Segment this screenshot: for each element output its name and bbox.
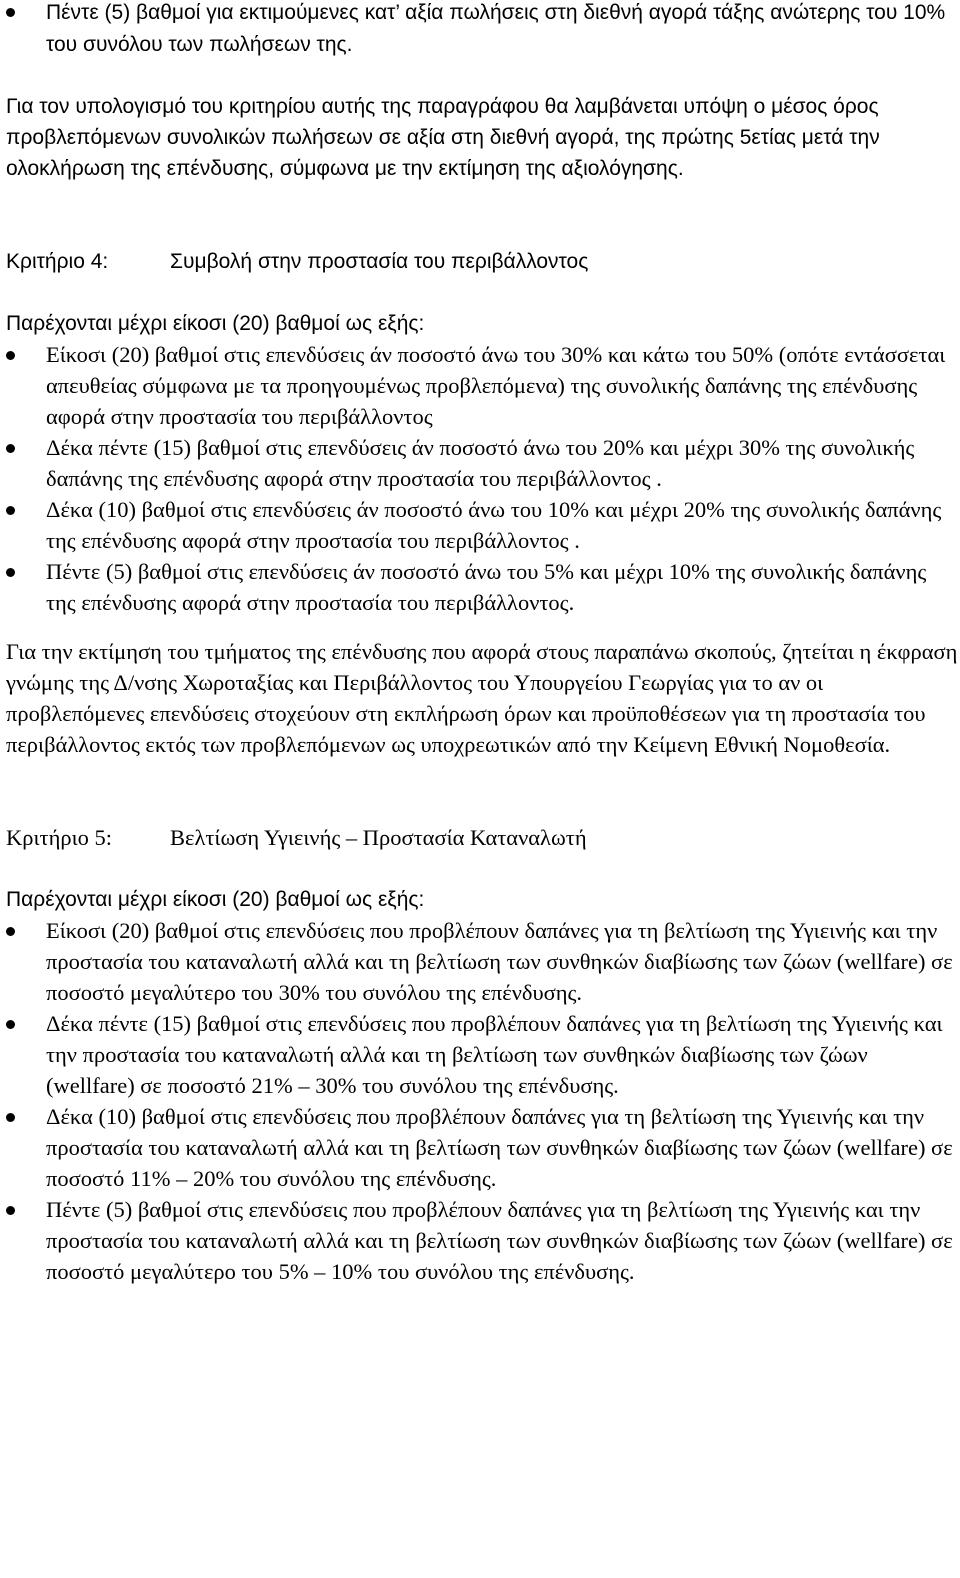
- bullet-icon: [6, 351, 15, 360]
- list-item: [0, 1101, 960, 1194]
- criterion-4-lead: Παρέχονται μέχρι είκοσι (20) βαθμοί ως εξής:: [6, 312, 425, 335]
- list-item: [0, 494, 960, 556]
- list-item: [0, 432, 960, 494]
- criterion-4-item-4: Πέντε (5) βαθμοί στις επενδύσεις άν ποσοστό άνω του 5% και μέχρι 10% της συνολικής δαπάνης της επένδυσης αφορά στην προστασία του περιβάλλοντος.: [46, 559, 927, 615]
- bullet-icon: [6, 506, 15, 515]
- bullet-icon: [6, 8, 15, 17]
- criterion-5-heading: [0, 822, 960, 853]
- criterion-4-title: Συμβολή στην προστασία του περιβάλλοντος: [170, 250, 589, 273]
- bullet-icon: [6, 927, 15, 936]
- intro-note: Για τον υπολογισμό του κριτηρίου αυτής της παραγράφου θα λαμβάνεται υπόψη ο μέσος όρος προβλεπόμενων συνολικών πωλήσεων σε αξία στη διεθνή αγορά, της πρώτης 5ετίας μετά την ολοκλήρωση της επένδυσης, σύμφωνα με την εκτίμηση της αξιολόγησης.: [6, 95, 880, 180]
- bullet-icon: [6, 1113, 15, 1122]
- list-item: [0, 1194, 960, 1287]
- criterion-4-item-1: Είκοσι (20) βαθμοί στις επενδύσεις άν ποσοστό άνω του 30% και κάτω του 50% (οπότε εντάσσεται απευθείας σύμφωνα με τα προηγουμένως προβλεπόμενα) της συνολικής δαπάνης της επένδυσης αφορά στην προστασία του περιβάλλοντος: [46, 342, 946, 429]
- criterion-4-heading: [0, 246, 960, 277]
- criterion-5-item-2: Δέκα πέντε (15) βαθμοί στις επενδύσεις που προβλέπουν δαπάνες για τη βελτίωση της Υγιεινής και την προστασία του καταναλωτή αλλά και τη βελτίωση των συνθηκών διαβίωσης των ζώων (wellfare) σε ποσοστό 21% – 30% του συνόλου της επένδυσης.: [46, 1011, 943, 1098]
- list-item: [0, 915, 960, 1008]
- criterion-5-item-3: Δέκα (10) βαθμοί στις επενδύσεις που προβλέπουν δαπάνες για τη βελτίωση της Υγιεινής και την προστασία του καταναλωτή αλλά και τη βελτίωση των συνθηκών διαβίωσης των ζώων (wellfare) σε ποσοστό 11% – 20% του συνόλου της επένδυσης.: [46, 1104, 953, 1191]
- criterion-4-item-3: Δέκα (10) βαθμοί στις επενδύσεις άν ποσοστό άνω του 10% και μέχρι 20% της συνολικής δαπάνης της επένδυσης αφορά στην προστασία του περιβάλλοντος .: [46, 497, 942, 553]
- list-item: [0, 0, 960, 60]
- bullet-icon: [6, 1206, 15, 1215]
- criterion-5-title: Βελτίωση Υγιεινής – Προστασία Καταναλωτή: [170, 825, 587, 850]
- criterion-4-list: [0, 339, 960, 618]
- list-item: [0, 339, 960, 432]
- criterion-5-lead: Παρέχονται μέχρι είκοσι (20) βαθμοί ως εξής:: [6, 888, 425, 911]
- criterion-4-item-2: Δέκα πέντε (15) βαθμοί στις επενδύσεις άν ποσοστό άνω του 20% και μέχρι 30% της συνολικής δαπάνης της επένδυσης αφορά στην προστασία του περιβάλλοντος .: [46, 435, 915, 491]
- bullet-icon: [6, 1020, 15, 1029]
- bullet-icon: [6, 444, 15, 453]
- list-item: [0, 556, 960, 618]
- bullet-icon: [6, 568, 15, 577]
- criterion-4-label: Κριτήριο 4:: [6, 250, 109, 273]
- criterion-5-item-1: Είκοσι (20) βαθμοί στις επενδύσεις που προβλέπουν δαπάνες για τη βελτίωση της Υγιεινής και την προστασία του καταναλωτή αλλά και τη βελτίωση των συνθηκών διαβίωσης των ζώων (wellfare) σε ποσοστό μεγαλύτερο του 30% του συνόλου της επένδυσης.: [46, 918, 953, 1005]
- criterion-4-note: Για την εκτίμηση του τμήματος της επένδυσης που αφορά στους παραπάνω σκοπούς, ζητείται η έκφραση γνώμης της Δ/νσης Χωροταξίας και Περιβάλλοντος του Υπουργείου Γεωργίας για το αν οι προβλεπόμενες επενδύσεις στοχεύουν στη εκπλήρωση όρων και προϋποθέσεων για τη προστασία του περιβάλλοντος εκτός των προβλεπόμενων ως υποχρεωτικών από την Κείμενη Εθνική Νομοθεσία.: [6, 639, 958, 757]
- intro-bullet-text: Πέντε (5) βαθμοί για εκτιμούμενες κατ’ αξία πωλήσεις στη διεθνή αγορά τάξης ανώτερης του 10% του συνόλου των πωλήσεων της.: [46, 1, 946, 56]
- criterion-5-list: [0, 915, 960, 1287]
- criterion-5-item-4: Πέντε (5) βαθμοί στις επενδύσεις που προβλέπουν δαπάνες για τη βελτίωση της Υγιεινής και την προστασία του καταναλωτή αλλά και τη βελτίωση των συνθηκών διαβίωσης των ζώων (wellfare) σε ποσοστό μεγαλύτερο του 5% – 10% του συνόλου της επένδυσης.: [46, 1197, 953, 1284]
- criterion-5-label: Κριτήριο 5:: [6, 825, 112, 850]
- intro-bullet-list: [0, 0, 960, 60]
- list-item: [0, 1008, 960, 1101]
